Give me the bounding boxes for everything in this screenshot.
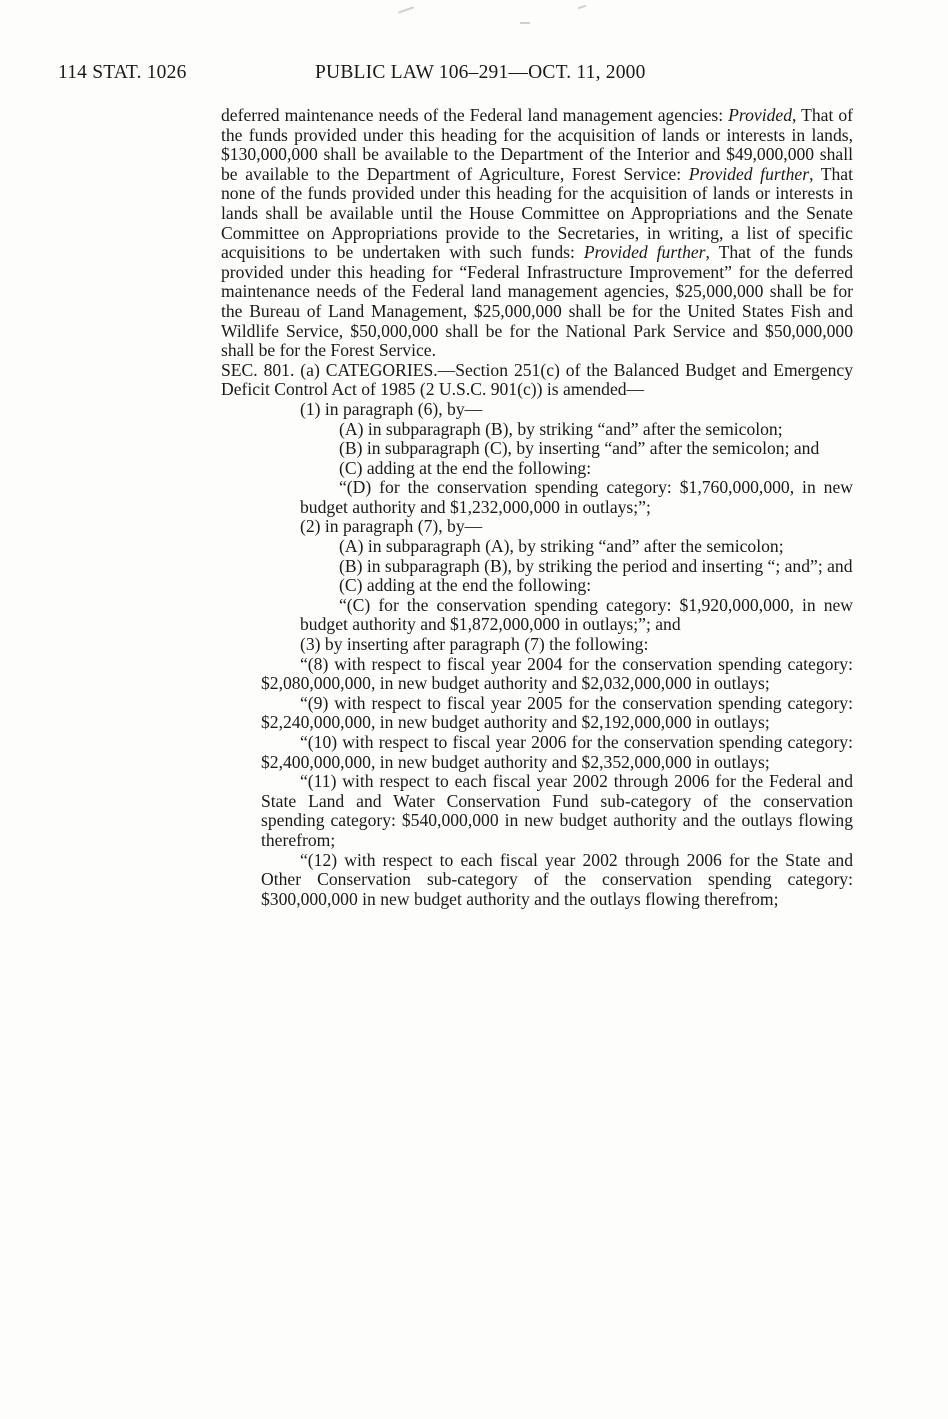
stat-page-number: 114 STAT. 1026 <box>58 62 187 83</box>
list-item: “(10) with respect to fiscal year 2006 for the conservation spending category: $2,400,000,000, in new budget authority and $2,352,000,000 in outlays; <box>261 732 853 772</box>
list-item: “(11) with respect to each fiscal year 2002 through 2006 for the Federal and State Land and Water Conservation Fund sub-category of the conservation spending category: $540,000,000 in new budget authority and the outlays flowing therefrom; <box>261 771 853 850</box>
list-item: (C) adding at the end the following: <box>339 575 592 596</box>
list-item: (2) in paragraph (7), by— <box>300 516 483 537</box>
paragraph-funds: deferred maintenance needs of the Federal land management agencies: Provided, That of the funds provided under this heading for the acquisition of lands or interests in lands, $130,000,000 shall be available to the Department of the Interior and $49,000,000 shall be available to the Department of Agriculture, Forest Service: Provided further, That none of the funds provided under this heading for the acquisition of lands or interests in lands shall be available until the House Committee on Appropriations and the Senate Committee on Appropriations provide to the Secretaries, in writing, a list of specific acquisitions to be undertaken with such funds: Provided further, That of the funds provided under this heading for “Federal Infrastructure Improvement” for the deferred maintenance needs of the Federal land management agencies, $25,000,000 shall be for the Bureau of Land Management, $25,000,000 shall be for the United States Fish and Wildlife Service, $50,000,000 shall be for the National Park Service and $50,000,000 shall be for the Forest Service. <box>221 105 854 361</box>
list-item: “(D) for the conservation spending category: $1,760,000,000, in new budget authority and $1,232,000,000 in outlays;”; <box>300 477 853 517</box>
list-item: “(8) with respect to fiscal year 2004 for the conservation spending category: $2,080,000,000, in new budget authority and $2,032,000,000 in outlays; <box>261 653 853 694</box>
list-item: (A) in subparagraph (A), by striking “and” after the semicolon; <box>339 536 784 557</box>
document-body <box>221 106 853 909</box>
scan-mark <box>578 5 586 10</box>
section-801: SEC. 801. (a) CATEGORIES.—Section 251(c) of the Balanced Budget and Emergency Deficit Control Act of 1985 (2 U.S.C. 901(c)) is amended— <box>221 359 853 400</box>
scan-mark <box>520 22 530 24</box>
list-item: (A) in subparagraph (B), by striking “and” after the semicolon; <box>339 418 783 439</box>
law-title: PUBLIC LAW 106–291—OCT. 11, 2000 <box>315 62 646 83</box>
list-item: “(9) with respect to fiscal year 2005 for the conservation spending category: $2,240,000,000, in new budget authority and $2,192,000,000 in outlays; <box>261 692 853 733</box>
list-item: (C) adding at the end the following: <box>339 457 592 478</box>
list-item: “(C) for the conservation spending category: $1,920,000,000, in new budget authority and $1,872,000,000 in outlays;”; and <box>300 594 853 635</box>
list-item: (B) in subparagraph (C), by inserting “and” after the semicolon; and <box>339 438 820 459</box>
list-item: “(12) with respect to each fiscal year 2002 through 2006 for the State and Other Conservation sub-category of the conservation spending category: $300,000,000 in new budget authority and the outlays flowing therefrom; <box>261 849 853 909</box>
list-item: (B) in subparagraph (B), by striking the period and inserting “; and”; and <box>339 555 853 576</box>
list-item: (3) by inserting after paragraph (7) the following: <box>300 634 649 655</box>
scan-mark <box>398 6 414 13</box>
list-item: (1) in paragraph (6), by— <box>300 398 483 419</box>
